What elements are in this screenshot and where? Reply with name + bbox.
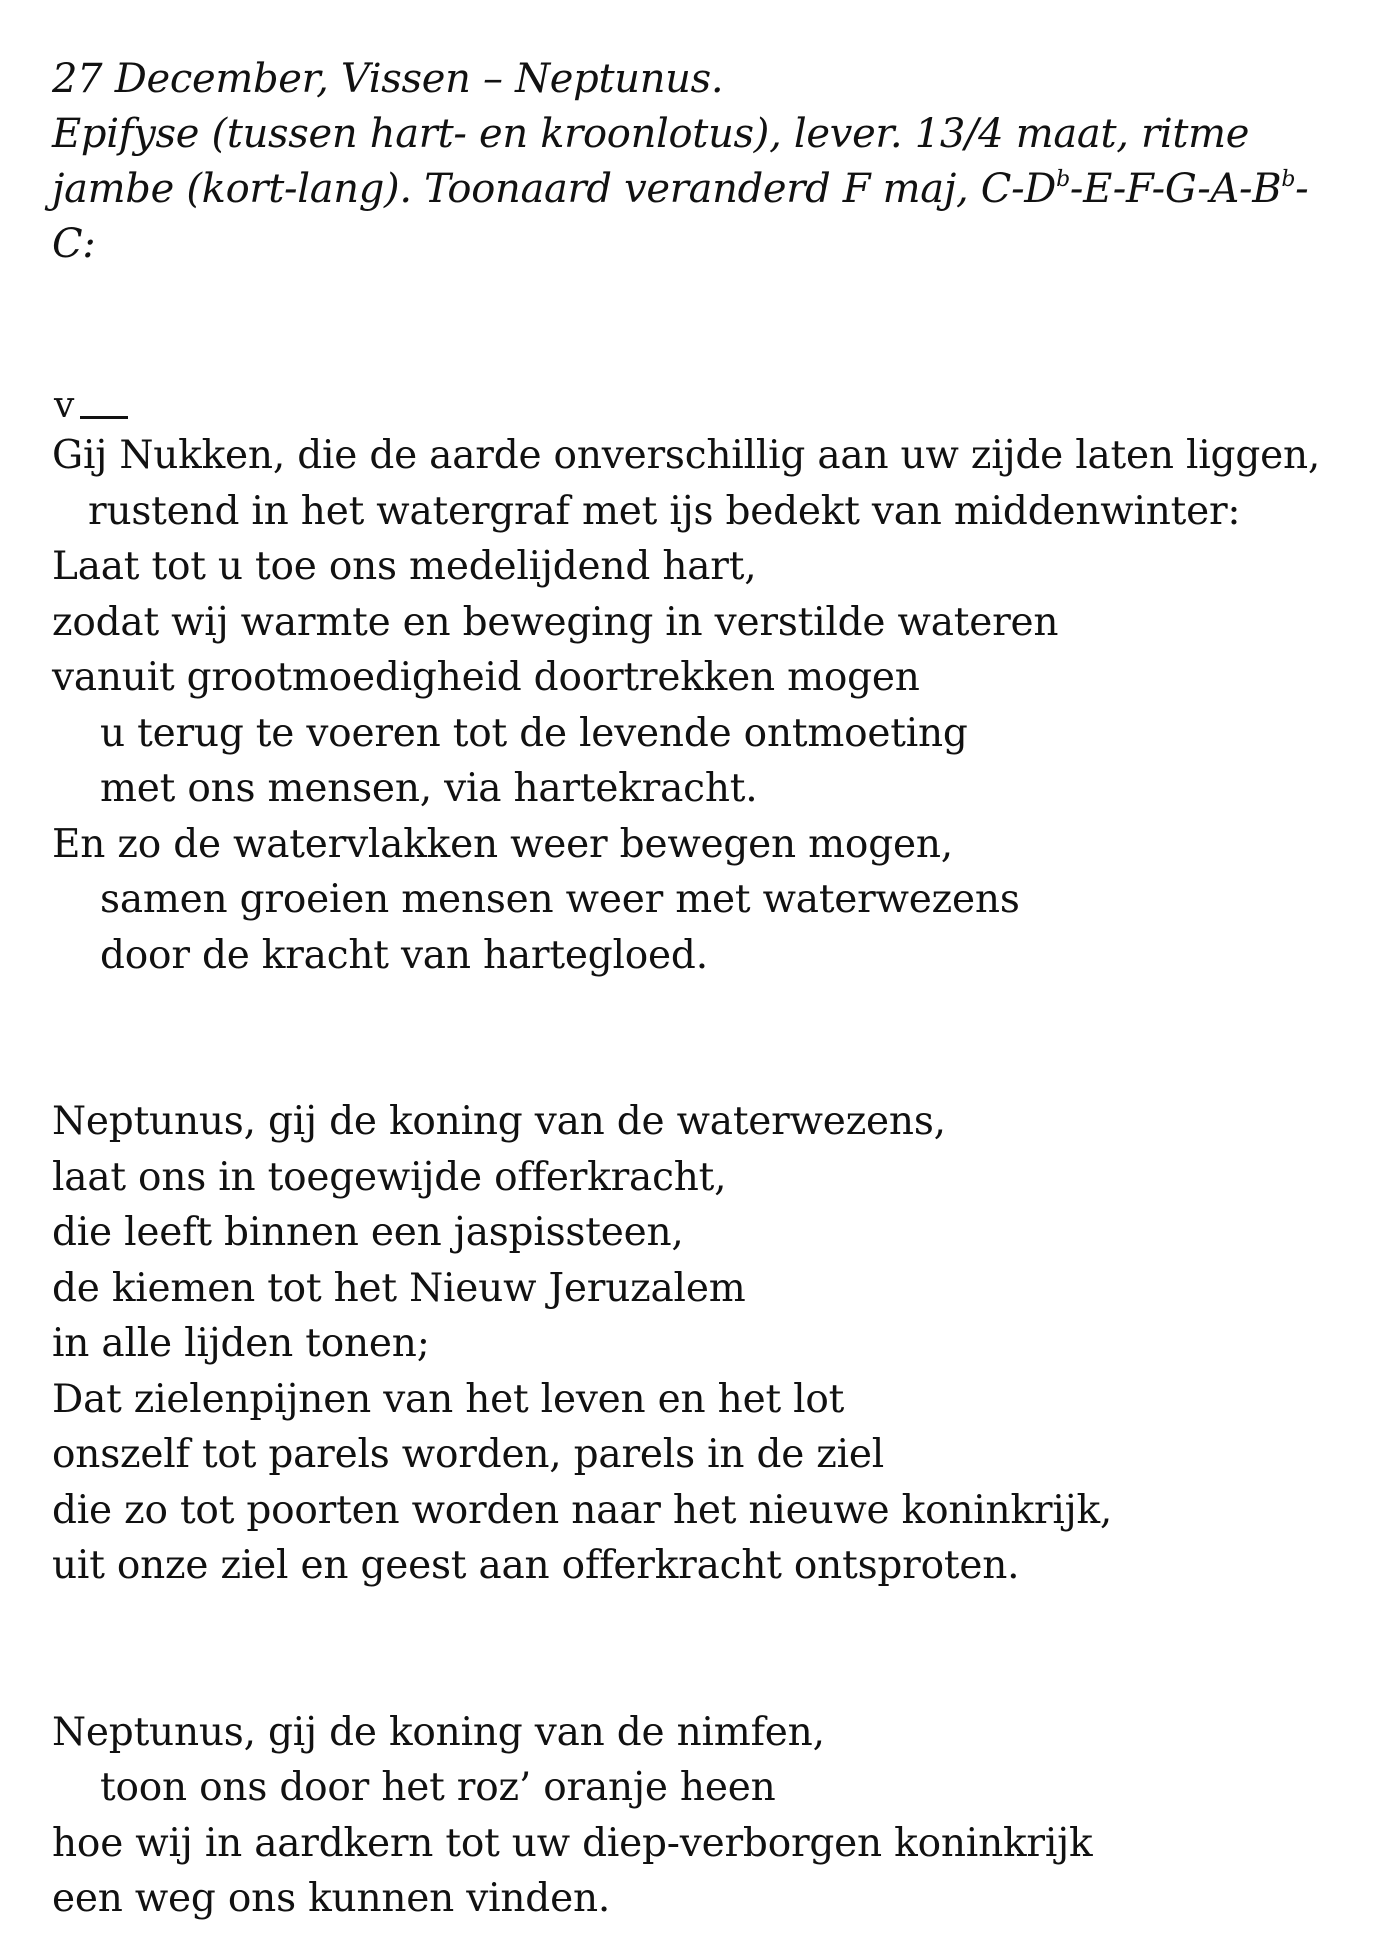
verse-line: zodat wij warmte en beweging in verstilde wateren <box>52 599 1059 645</box>
verse-line: die zo tot poorten worden naar het nieuwe koninkrijk, <box>52 1487 1113 1533</box>
verse-line: laat ons in toegewijde offerkracht, <box>52 1154 727 1200</box>
heading-key-text-2: -E-F-G-A-B <box>1069 166 1282 212</box>
verse-line: in alle lijden tonen; <box>52 1321 430 1366</box>
verse-line: de kiemen tot het Nieuw Jeruzalem <box>52 1265 746 1311</box>
stanza-3 <box>52 1705 1372 1927</box>
verse-line: u terug te voeren tot de levende ontmoeting <box>100 710 968 756</box>
verse-line: samen groeien mensen weer met waterwezens <box>100 877 1020 922</box>
verse-line: uit onze ziel en geest aan offerkracht ontsproten. <box>52 1543 1020 1588</box>
verse-line: die leeft binnen een jaspissteen, <box>52 1210 684 1255</box>
verse-line: vanuit grootmoedigheid doortrekken mogen <box>52 655 920 700</box>
verse-line: onszelf tot parels worden, parels in de ziel <box>52 1432 885 1477</box>
heading-key-text-3: - <box>1295 166 1309 212</box>
stanza-1 <box>52 428 1372 983</box>
flat-superscript-2: b <box>1281 166 1296 192</box>
verse-line: En zo de watervlakken weer bewegen mogen, <box>52 821 953 867</box>
verse-line: Neptunus, gij de koning van de waterwezens, <box>52 1099 946 1144</box>
long-syllable-mark <box>80 416 128 419</box>
verse-line: hoe wij in aardkern tot uw diep-verborgen koninkrijk <box>52 1820 1093 1866</box>
meter-notation <box>52 386 1372 426</box>
verse-line: Laat tot u toe ons medelijdend hart, <box>52 544 757 589</box>
heading-key-text-1: jambe (kort-lang). Toonaard veranderd F maj, C-D <box>52 166 1057 212</box>
verse-line: door de kracht van hartegloed. <box>100 932 708 978</box>
verse-line: Gij Nukken, die de aarde onverschillig aan uw zijde laten liggen, <box>52 433 1321 478</box>
verse-line: een weg ons kunnen vinden. <box>52 1876 611 1921</box>
verse-line: Neptunus, gij de koning van de nimfen, <box>52 1709 825 1755</box>
heading-block <box>52 52 1372 272</box>
short-syllable-mark: v <box>54 385 75 426</box>
verse-line: Dat zielenpijnen van het leven en het lot <box>52 1376 845 1422</box>
document-page <box>52 52 1372 1927</box>
heading-scale-end-line: C: <box>52 221 96 267</box>
verse-line: rustend in het watergraf met ijs bedekt van middenwinter: <box>88 488 1241 534</box>
stanza-2 <box>52 1094 1372 1594</box>
heading-organ-line: Epifyse (tussen hart- en kroonlotus), lever. 13/4 maat, ritme <box>52 111 1250 157</box>
heading-date-line: 27 December, Vissen – Neptunus. <box>52 56 724 102</box>
flat-superscript-1: b <box>1056 166 1070 192</box>
heading-key-line <box>52 162 1372 217</box>
verse-line: met ons mensen, via hartekracht. <box>100 766 758 811</box>
verse-line: toon ons door het roz’ oranje heen <box>100 1765 776 1810</box>
